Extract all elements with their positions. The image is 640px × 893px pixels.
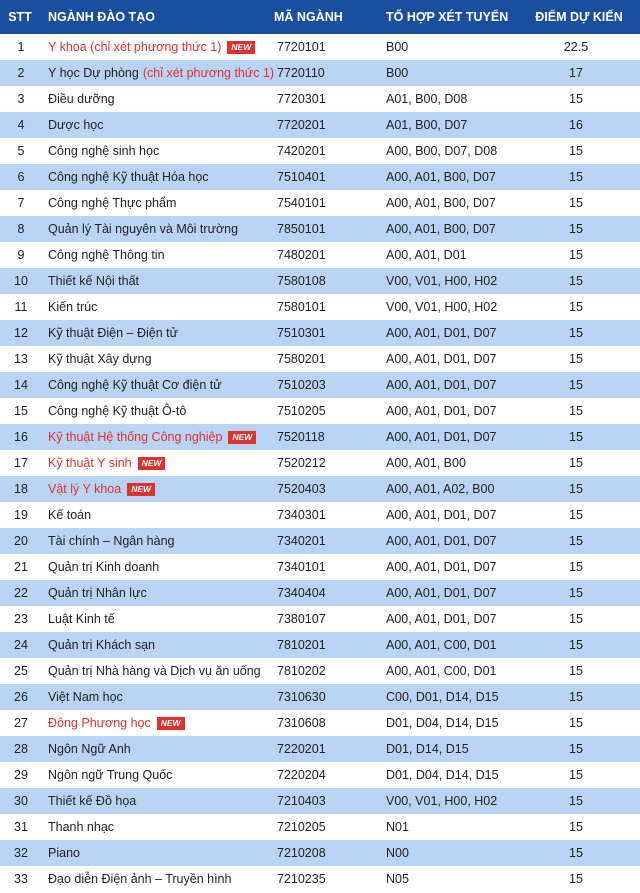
table-row	[0, 580, 640, 606]
row-score: 15	[569, 586, 583, 600]
row-combo: A00, A01, D01, D07	[386, 534, 497, 548]
table-row	[0, 840, 640, 866]
row-program-name	[48, 866, 270, 892]
table-row	[0, 164, 640, 190]
row-combo: A00, A01, B00, D07	[386, 222, 496, 236]
row-code: 7720201	[277, 118, 326, 132]
table-row	[0, 190, 640, 216]
table-row	[0, 60, 640, 86]
row-program-name	[48, 528, 270, 554]
row-combo: A00, A01, D01, D07	[386, 430, 497, 444]
table-row	[0, 710, 640, 736]
row-stt: 18	[14, 482, 28, 496]
row-combo: D01, D04, D14, D15	[386, 716, 499, 730]
table-header	[0, 0, 640, 34]
row-code: 7420201	[277, 144, 326, 158]
row-code: 7580201	[277, 352, 326, 366]
row-score: 15	[569, 430, 583, 444]
row-stt: 5	[17, 144, 25, 158]
header-score: ĐIỂM DỰ KIẾN	[535, 10, 623, 24]
row-stt: 1	[17, 40, 25, 54]
row-program-name	[48, 424, 270, 450]
row-code: 7480201	[277, 248, 326, 262]
row-stt: 29	[14, 768, 28, 782]
row-code: 7520403	[277, 482, 326, 496]
table-row	[0, 372, 640, 398]
table-row	[0, 606, 640, 632]
row-combo: A01, B00, D07	[386, 118, 468, 132]
row-score: 15	[569, 482, 583, 496]
row-combo: A01, B00, D08	[386, 92, 468, 106]
row-program-name	[48, 788, 270, 814]
row-score: 15	[569, 404, 583, 418]
row-stt: 16	[14, 430, 28, 444]
row-program-name	[48, 554, 270, 580]
row-combo: A00, A01, D01	[386, 248, 467, 262]
program-name-text: Công nghệ Kỹ thuật Cơ điện tử	[48, 378, 222, 392]
program-name-text: Quản trị Nhân lực	[48, 586, 147, 600]
new-badge: NEW	[227, 41, 255, 54]
row-combo: A00, A01, C00, D01	[386, 664, 497, 678]
table-row	[0, 866, 640, 892]
row-program-name	[48, 450, 270, 476]
row-program-name	[48, 398, 270, 424]
row-program-name	[48, 164, 270, 190]
table-row	[0, 762, 640, 788]
header-combo: TỔ HỢP XÉT TUYỂN	[386, 10, 509, 24]
row-combo: A00, A01, C00, D01	[386, 638, 497, 652]
new-badge: NEW	[127, 483, 155, 496]
header-program: NGÀNH ĐÀO TẠO	[48, 10, 155, 24]
row-combo: V00, V01, H00, H02	[386, 794, 498, 808]
row-program-name	[48, 476, 270, 502]
row-score: 15	[569, 92, 583, 106]
row-score: 15	[569, 378, 583, 392]
row-combo: A00, A01, D01, D07	[386, 586, 497, 600]
row-program-name	[48, 580, 270, 606]
row-score: 15	[569, 560, 583, 574]
program-name-text: Đông Phương học	[48, 716, 151, 730]
row-stt: 6	[17, 170, 25, 184]
row-score: 15	[569, 716, 583, 730]
table-row	[0, 450, 640, 476]
row-code: 7580108	[277, 274, 326, 288]
program-name-text: Kỹ thuật Điện – Điện tử	[48, 326, 178, 340]
row-program-name	[48, 840, 270, 866]
row-stt: 10	[14, 274, 28, 288]
header-stt: STT	[8, 10, 32, 24]
row-score: 15	[569, 664, 583, 678]
program-name-text: Công nghệ Thông tin	[48, 248, 165, 262]
row-code: 7340404	[277, 586, 326, 600]
program-name-text: Luật Kinh tế	[48, 612, 115, 626]
program-name-text: Quản trị Nhà hàng và Dịch vụ ăn uống	[48, 664, 261, 678]
row-code: 7340301	[277, 508, 326, 522]
row-score: 17	[569, 66, 583, 80]
row-stt: 23	[14, 612, 28, 626]
new-badge: NEW	[157, 717, 185, 730]
row-code: 7510203	[277, 378, 326, 392]
program-name-text: Kỹ thuật Xây dựng	[48, 352, 152, 366]
table-row	[0, 814, 640, 840]
row-code: 7310630	[277, 690, 326, 704]
row-combo: B00	[386, 66, 409, 80]
row-stt: 11	[14, 300, 28, 314]
row-program-name	[48, 684, 270, 710]
program-name-text: Thanh nhạc	[48, 820, 115, 834]
row-combo: B00	[386, 40, 409, 54]
program-name-text: Kiến trúc	[48, 300, 98, 314]
row-score: 22.5	[563, 40, 589, 54]
row-code: 7210208	[277, 846, 326, 860]
row-program-name	[48, 112, 270, 138]
row-stt: 31	[14, 820, 28, 834]
program-name-text: Kỹ thuật Hệ thống Công nghiệp	[48, 430, 223, 444]
row-score: 15	[569, 456, 583, 470]
row-score: 15	[569, 794, 583, 808]
program-name-text: Thiết kế Đồ họa	[48, 794, 137, 808]
row-score: 15	[569, 144, 583, 158]
program-name-text: Kế toán	[48, 508, 92, 522]
program-name-text: Quản trị Khách sạn	[48, 638, 156, 652]
row-program-name	[48, 658, 270, 684]
table-row	[0, 268, 640, 294]
row-code: 7220201	[277, 742, 326, 756]
row-code: 7340201	[277, 534, 326, 548]
row-program-name	[48, 86, 270, 112]
table-row	[0, 86, 640, 112]
row-stt: 3	[17, 92, 25, 106]
row-program-name	[48, 268, 270, 294]
row-code: 7850101	[277, 222, 326, 236]
row-program-name	[48, 242, 270, 268]
row-program-name	[48, 216, 270, 242]
table-row	[0, 502, 640, 528]
program-name-text: Quản trị Kinh doanh	[48, 560, 160, 574]
row-code: 7720110	[277, 66, 325, 80]
table-row	[0, 112, 640, 138]
row-score: 15	[569, 508, 583, 522]
row-combo: V00, V01, H00, H02	[386, 300, 498, 314]
row-score: 15	[569, 222, 583, 236]
table-row	[0, 138, 640, 164]
program-name-text: Tài chính – Ngân hàng	[48, 534, 175, 548]
row-program-name	[48, 814, 270, 840]
row-stt: 9	[17, 248, 25, 262]
new-badge: NEW	[138, 457, 166, 470]
row-program-name	[48, 34, 270, 60]
table-row	[0, 658, 640, 684]
row-code: 7210205	[277, 820, 326, 834]
row-code: 7220204	[277, 768, 326, 782]
table-row	[0, 216, 640, 242]
table-row	[0, 242, 640, 268]
row-stt: 33	[14, 872, 28, 886]
row-score: 15	[569, 352, 583, 366]
row-code: 7810202	[277, 664, 326, 678]
program-name-text: Piano	[48, 846, 80, 860]
table-row	[0, 788, 640, 814]
row-combo: A00, A01, D01, D07	[386, 404, 497, 418]
row-stt: 25	[14, 664, 28, 678]
row-score: 15	[569, 612, 583, 626]
row-score: 15	[569, 300, 583, 314]
row-score: 15	[569, 326, 583, 340]
row-stt: 21	[14, 560, 28, 574]
row-code: 7310608	[277, 716, 326, 730]
row-program-name	[48, 190, 270, 216]
table-row	[0, 398, 640, 424]
row-combo: V00, V01, H00, H02	[386, 274, 498, 288]
program-name-text: Ngôn Ngữ Anh	[48, 742, 131, 756]
header-code: MÃ NGÀNH	[274, 10, 343, 24]
row-score: 15	[569, 248, 583, 262]
row-combo: C00, D01, D14, D15	[386, 690, 499, 704]
row-program-name	[48, 632, 270, 658]
row-program-name	[48, 372, 270, 398]
program-name-text: Công nghệ sinh học	[48, 144, 160, 158]
row-stt: 27	[14, 716, 28, 730]
table-row	[0, 684, 640, 710]
row-stt: 15	[14, 404, 28, 418]
row-code: 7510205	[277, 404, 326, 418]
row-combo: A00, A01, D01, D07	[386, 612, 497, 626]
row-stt: 19	[14, 508, 28, 522]
table-row	[0, 320, 640, 346]
row-combo: N00	[386, 846, 409, 860]
row-score: 15	[569, 872, 583, 886]
row-score: 15	[569, 196, 583, 210]
row-combo: N05	[386, 872, 409, 886]
row-stt: 4	[17, 118, 25, 132]
row-code: 7210403	[277, 794, 326, 808]
program-name-text: Y khoa (chỉ xét phương thức 1)	[48, 40, 222, 54]
table-row	[0, 294, 640, 320]
row-code: 7720101	[277, 40, 326, 54]
row-stt: 28	[14, 742, 28, 756]
row-combo: A00, A01, B00	[386, 456, 466, 470]
program-name-text: Y học Dự phòng	[48, 66, 139, 80]
table-row	[0, 528, 640, 554]
program-name-text: Quản lý Tài nguyên và Môi trường	[48, 222, 239, 236]
program-name-text: Đạo diễn Điện ảnh – Truyền hình	[48, 872, 232, 886]
table-row	[0, 424, 640, 450]
new-badge: NEW	[228, 431, 256, 444]
row-score: 15	[569, 768, 583, 782]
row-score: 15	[569, 638, 583, 652]
row-stt: 32	[14, 846, 28, 860]
program-name-text: Vật lý Y khoa	[48, 482, 122, 496]
row-program-name	[48, 320, 270, 346]
table-row	[0, 632, 640, 658]
row-code: 7510301	[277, 326, 326, 340]
row-program-name	[48, 60, 275, 86]
row-stt: 20	[14, 534, 28, 548]
row-code: 7520118	[277, 430, 325, 444]
row-combo: A00, A01, D01, D07	[386, 378, 497, 392]
table-row	[0, 346, 640, 372]
row-combo: A00, A01, D01, D07	[386, 352, 497, 366]
row-score: 15	[569, 274, 583, 288]
row-combo: D01, D04, D14, D15	[386, 768, 499, 782]
row-code: 7340101	[277, 560, 326, 574]
row-code: 7540101	[277, 196, 326, 210]
row-code: 7720301	[277, 92, 326, 106]
program-note-text: (chỉ xét phương thức 1)	[142, 66, 275, 80]
row-code: 7510401	[277, 170, 326, 184]
row-program-name	[48, 710, 270, 736]
row-program-name	[48, 138, 270, 164]
row-combo: A00, A01, D01, D07	[386, 326, 497, 340]
row-score: 15	[569, 742, 583, 756]
row-score: 15	[569, 534, 583, 548]
row-combo: A00, A01, A02, B00	[386, 482, 495, 496]
program-name-text: Thiết kế Nội thất	[48, 274, 140, 288]
program-name-text: Kỹ thuật Y sinh	[48, 456, 132, 470]
row-code: 7380107	[277, 612, 326, 626]
row-stt: 14	[14, 378, 28, 392]
row-stt: 17	[14, 456, 28, 470]
row-stt: 12	[14, 326, 28, 340]
row-combo: A00, A01, D01, D07	[386, 560, 497, 574]
row-stt: 7	[17, 196, 25, 210]
row-combo: A00, A01, D01, D07	[386, 508, 497, 522]
row-code: 7810201	[277, 638, 326, 652]
row-score: 16	[569, 118, 583, 132]
row-code: 7520212	[277, 456, 326, 470]
program-name-text: Công nghệ Kỹ thuật Ô-tô	[48, 404, 187, 418]
row-program-name	[48, 294, 270, 320]
row-stt: 22	[14, 586, 28, 600]
row-combo: D01, D14, D15	[386, 742, 469, 756]
row-program-name	[48, 762, 270, 788]
row-combo: A00, A01, B00, D07	[386, 170, 496, 184]
program-name-text: Điều dưỡng	[48, 92, 115, 106]
program-name-text: Việt Nam học	[48, 690, 123, 704]
program-name-text: Công nghệ Kỹ thuật Hóa học	[48, 170, 209, 184]
row-score: 15	[569, 846, 583, 860]
row-score: 15	[569, 690, 583, 704]
row-stt: 26	[14, 690, 28, 704]
row-stt: 2	[17, 66, 25, 80]
table-row	[0, 476, 640, 502]
row-score: 15	[569, 170, 583, 184]
table-row	[0, 736, 640, 762]
table-row	[0, 34, 640, 60]
row-combo: A00, B00, D07, D08	[386, 144, 498, 158]
program-name-text: Dược học	[48, 118, 104, 132]
row-combo: A00, A01, B00, D07	[386, 196, 496, 210]
row-program-name	[48, 736, 270, 762]
row-stt: 24	[14, 638, 28, 652]
row-program-name	[48, 502, 270, 528]
row-code: 7580101	[277, 300, 326, 314]
row-program-name	[48, 606, 270, 632]
row-program-name	[48, 346, 270, 372]
table-row	[0, 554, 640, 580]
row-stt: 30	[14, 794, 28, 808]
program-name-text: Công nghệ Thực phẩm	[48, 196, 177, 210]
row-score: 15	[569, 820, 583, 834]
program-name-text: Ngôn ngữ Trung Quốc	[48, 768, 173, 782]
row-combo: N01	[386, 820, 409, 834]
row-stt: 8	[17, 222, 25, 236]
row-code: 7210235	[277, 872, 326, 886]
row-stt: 13	[14, 352, 28, 366]
